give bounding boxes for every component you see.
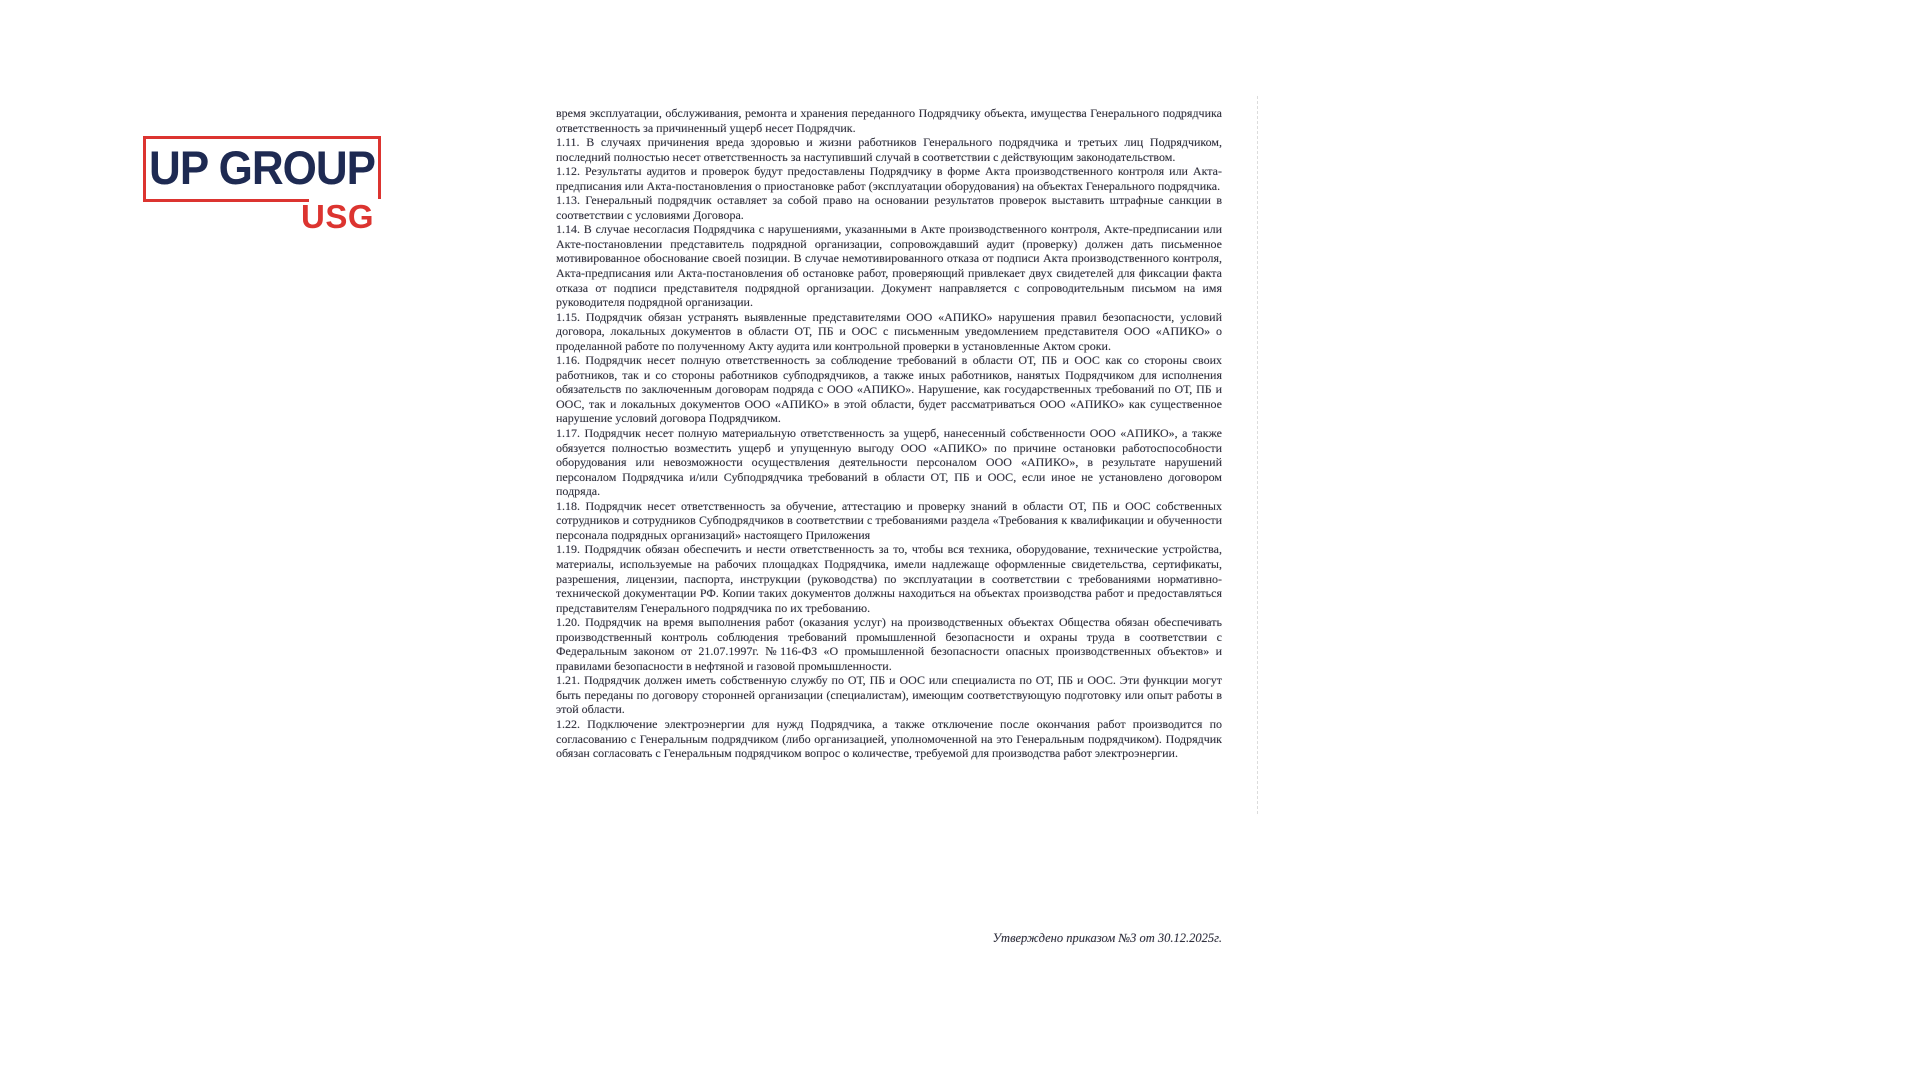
contract-paragraph: 1.17. Подрядчик несет полную материальную ответственность за ущерб, нанесенный собственности ООО «АПИКО», а также обязуется полностью возместить ущерб и упущенную выгоду ООО «АПИКО» по причине остановки работоспособности оборудования или невозможности осуществления деятельности персоналом ООО «АПИКО», в результате нарушений персоналом Подрядчика и/или Субподрядчика требований в области ОТ, ПБ и ООС, если иное не установлено договором подряда. — [556, 426, 1222, 499]
contract-paragraph: 1.16. Подрядчик несет полную ответственность за соблюдение требований в области ОТ, ПБ и ООС как со стороны своих работников, так и со стороны работников субподрядчиков, а также иных работников, нанятых Подрядчиком для исполнения обязательств по заключенным договорам подряда с ООО «АПИКО». Нарушение, как государственных требований по ОТ, ПБ и ООС, так и локальных документов ООО «АПИКО» в этой области, будет рассматриваться ООО «АПИКО» как существенное нарушение условий договора Подрядчиком. — [556, 353, 1222, 426]
contract-paragraph: 1.15. Подрядчик обязан устранять выявленные представителями ООО «АПИКО» нарушения правил безопасности, условий договора, локальных документов в области ОТ, ПБ и ООС с письменным уведомлением представителя ООО «АПИКО» о проделанной работе по полученному Акту аудита или контрольной проверки в установленные Актом сроки. — [556, 309, 1222, 353]
contract-paragraph: 1.13. Генеральный подрядчик оставляет за собой право на основании результатов проверок выставить штрафные санкции в соответствии с условиями Договора. — [556, 193, 1222, 222]
logo-sub-text: USG — [300, 198, 374, 235]
approval-note: Утверждено приказом №3 от 30.12.2025г. — [992, 931, 1222, 945]
logo-main-text: UP GROUP — [149, 142, 375, 195]
contract-paragraph: 1.14. В случае несогласия Подрядчика с нарушениями, указанными в Акте производственного контроля, Акте-предписании или Акте-постановлении представитель подрядной организации, сопровождавший аудит (проверку) должен дать письменное мотивированное обоснование своей позиции. В случае немотивированного отказа от подписи Акта производственного контроля, Акта-предписания или Акта-постановления об остановке работ, проверяющий привлекает двух свидетелей для фиксации факта отказа от подписи представителя подрядной организации. Документ направляется с сопроводительным письмом на имя руководителя подрядной организации. — [556, 222, 1222, 310]
contract-paragraph: 1.19. Подрядчик обязан обеспечить и нести ответственность за то, чтобы вся техника, оборудование, технические устройства, материалы, используемые на рабочих площадках Подрядчика, имели надлежаще оформленные свидетельства, сертификаты, разрешения, лицензии, паспорта, инструкции (руководства) по эксплуатации в соответствии с требованиями нормативно-технической документации РФ. Копии таких документов должны находиться на объектах производства работ и предоставляться представителям Генерального подрядчика по их требованию. — [556, 542, 1222, 615]
company-logo — [143, 136, 381, 235]
contract-paragraph: 1.12. Результаты аудитов и проверок будут предоставлены Подрядчику в форме Акта производственного контроля или Акта-предписания или Акта-постановления о приостановке работ (эксплуатации оборудования) на объектах Генерального подрядчика. — [556, 164, 1222, 193]
contract-paragraph: 1.20. Подрядчик на время выполнения работ (оказания услуг) на производственных объектах Общества обязан обеспечивать производственный контроль соблюдения требований промышленной безопасности и охраны труда в соответствии с Федеральным законом от 21.07.1997г. №116-ФЗ «О промышленной безопасности опасных производственных объектов» и правилами безопасности в нефтяной и газовой промышленности. — [556, 615, 1222, 673]
contract-paragraph: 1.21. Подрядчик должен иметь собственную службу по ОТ, ПБ и ООС или специалиста по ОТ, ПБ и ООС. Эти функции могут быть переданы по договору сторонней организации (специалистам), имеющим соответствующую подготовку или опыт работы в этой области. — [556, 673, 1222, 717]
contract-text-block — [556, 106, 1222, 761]
scan-edge-artifact — [1257, 96, 1258, 814]
logo-underline — [143, 199, 309, 202]
contract-paragraph: время эксплуатации, обслуживания, ремонта и хранения переданного Подрядчику объекта, имущества Генерального подрядчика ответственность за причиненный ущерб несет Подрядчик. — [556, 106, 1222, 135]
contract-paragraph: 1.22. Подключение электроэнергии для нужд Подрядчика, а также отключение после окончания работ производится по согласованию с Генеральным подрядчиком (либо организацией, уполномоченной на это Генеральным подрядчиком). Подрядчик обязан согласовать с Генеральным подрядчиком вопрос о количестве, требуемой для производства работ электроэнергии. — [556, 716, 1222, 761]
logo-frame — [143, 136, 381, 235]
contract-paragraph: 1.11. В случаях причинения вреда здоровью и жизни работников Генерального подрядчика и третьих лиц Подрядчиком, последний полностью несет ответственность за наступивший случай в соответствии с действующим законодательством. — [556, 135, 1222, 164]
contract-paragraph: 1.18. Подрядчик несет ответственность за обучение, аттестацию и проверку знаний в области ОТ, ПБ и ООС собственных сотрудников и сотрудников Субподрядчиков в соответствии с требованиями раздела «Требования к квалификации и обученности персонала подрядных организаций» настоящего Приложения — [556, 498, 1222, 542]
